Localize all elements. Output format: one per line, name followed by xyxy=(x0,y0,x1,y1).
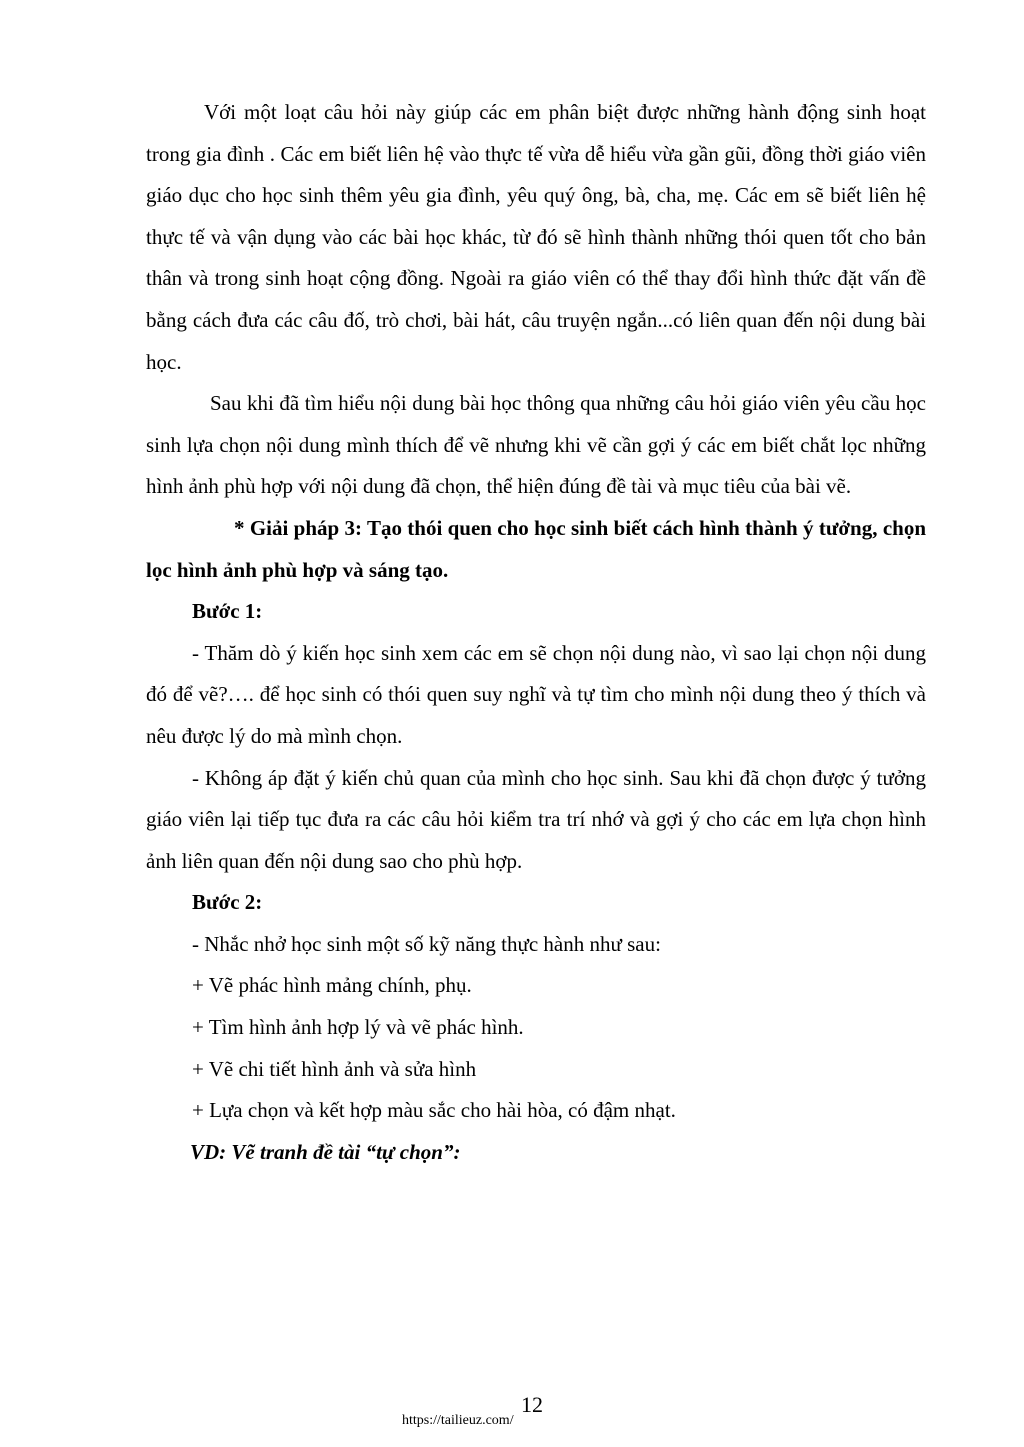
step-1-heading: Bước 1: xyxy=(192,599,263,624)
step-1-item: - Thăm dò ý kiến học sinh xem các em sẽ chọn nội dung nào, vì sao lại chọn nội dung đó để vẽ?…. để học sinh có thói quen suy nghĩ và tự tìm cho mình nội dung theo ý thích và nêu được lý do mà mình chọn. xyxy=(146,640,926,748)
page-number: 12 xyxy=(521,1392,543,1417)
step-2-intro: - Nhắc nhở học sinh một số kỹ năng thực hành như sau: xyxy=(192,931,661,956)
solution-3-heading: * Giải pháp 3: Tạo thói quen cho học sinh biết cách hình thành ý tưởng, chọn lọc hình ảnh phù hợp và sáng tạo. xyxy=(146,515,926,582)
step-1-item: - Không áp đặt ý kiến chủ quan của mình cho học sinh. Sau khi đã chọn được ý tưởng giáo viên lại tiếp tục đưa ra các câu hỏi kiểm tra trí nhớ và gợi ý cho các em lựa chọn hình ảnh liên quan đến nội dung sao cho phù hợp. xyxy=(146,765,926,873)
example-heading: VD: Vẽ tranh đề tài “tự chọn”: xyxy=(190,1139,461,1164)
step-2-item: + Lựa chọn và kết hợp màu sắc cho hài hòa, có đậm nhạt. xyxy=(192,1098,676,1123)
paragraph-after-questions: Sau khi đã tìm hiểu nội dung bài học thông qua những câu hỏi giáo viên yêu cầu học sinh lựa chọn nội dung mình thích để vẽ nhưng khi vẽ cần gợi ý các em biết chắt lọc những hình ảnh phù hợp với nội dung đã chọn, thể hiện đúng đề tài và mục tiêu của bài vẽ. xyxy=(146,391,926,499)
step-2-heading: Bước 2: xyxy=(192,890,263,915)
paragraph-questions: Với một loạt câu hỏi này giúp các em phân biệt được những hành động sinh hoạt trong gia đình . Các em biết liên hệ vào thực tế vừa dễ hiểu vừa gần gũi, đồng thời giáo viên giáo dục cho học sinh thêm yêu gia đình, yêu quý ông, bà, cha, mẹ. Các em sẽ biết liên hệ thực tế và vận dụng vào các bài học khác, từ đó sẽ hình thành những thói quen tốt cho bản thân và trong sinh hoạt cộng đồng. Ngoài ra giáo viên có thể thay đổi hình thức đặt vấn đề bằng cách đưa các câu đố, trò chơi, bài hát, câu truyện ngắn...có liên quan đến nội dung bài học. xyxy=(146,100,926,374)
step-2-item: + Vẽ phác hình mảng chính, phụ. xyxy=(192,973,472,998)
footer-url[interactable]: https://tailieuz.com/ xyxy=(402,1413,514,1428)
body-text xyxy=(146,92,926,1173)
step-2-item: + Vẽ chi tiết hình ảnh và sửa hình xyxy=(192,1056,477,1081)
step-2-item: + Tìm hình ảnh hợp lý và vẽ phác hình. xyxy=(192,1015,524,1040)
